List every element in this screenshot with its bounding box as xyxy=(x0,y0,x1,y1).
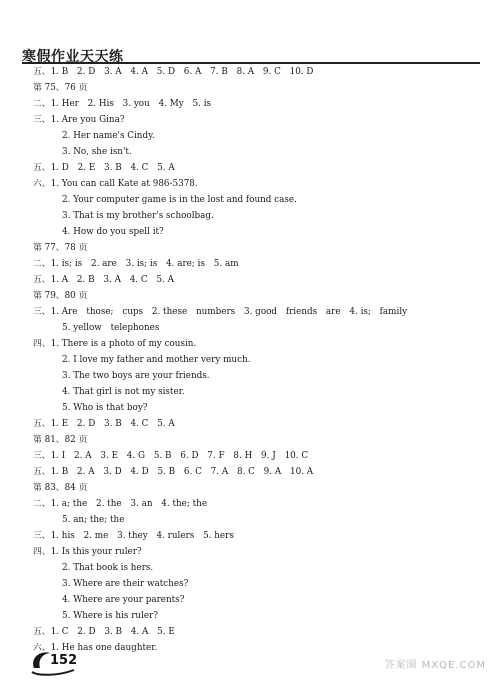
answer-line: 三、1. Are you Gina? xyxy=(33,115,125,125)
answer-line: 五、1. E 2. D 3. B 4. C 5. A xyxy=(33,419,175,429)
answer-line: 2. Your computer game is in the lost and found case. xyxy=(62,195,297,205)
answer-line: 二、1. a; the 2. the 3. an 4. the; the xyxy=(33,499,208,509)
answer-line: 二、1. is; is 2. are 3. is; is 4. are; is 5. am xyxy=(33,259,239,269)
answer-line: 3. Where are their watches? xyxy=(62,579,189,589)
answer-line: 2. I love my father and mother very much. xyxy=(62,355,251,365)
watermark-logo: 答案圈 MXQE.COM xyxy=(384,660,486,671)
answer-line: 4. That girl is not my sister. xyxy=(62,387,185,397)
answer-line: 2. That book is hers. xyxy=(62,563,154,573)
answer-line: 3. The two boys are your friends. xyxy=(62,371,210,381)
header-divider xyxy=(22,62,480,64)
page-number: 152 xyxy=(50,653,78,668)
answer-line: 3. That is my brother's schoolbag. xyxy=(62,211,214,221)
page-range-heading: 第 83、84 页 xyxy=(33,483,88,493)
answer-line: 5. yellow telephones xyxy=(62,323,160,333)
answer-line: 四、1. Is this your ruler? xyxy=(33,547,142,557)
answer-line: 三、1. I 2. A 3. E 4. G 5. B 6. D 7. F 8. H 9. J 10. C xyxy=(33,451,309,461)
answer-line: 4. How do you spell it? xyxy=(62,227,164,237)
answer-line: 5. Who is that boy? xyxy=(62,403,148,413)
page-range-heading: 第 79、80 页 xyxy=(33,291,88,301)
answer-line: 2. Her name's Cindy. xyxy=(62,131,155,141)
answer-line: 六、1. You can call Kate at 986-5378. xyxy=(33,179,198,189)
answer-line: 五、1. B 2. D 3. A 4. A 5. D 6. A 7. B 8. A 9. C 10. D xyxy=(33,67,314,77)
answer-line: 三、1. his 2. me 3. they 4. rulers 5. hers xyxy=(33,531,234,541)
answer-line: 4. Where are your parents? xyxy=(62,595,185,605)
answer-line: 四、1. There is a photo of my cousin. xyxy=(33,339,197,349)
page-header-title: 寒假作业天天练 xyxy=(22,49,124,65)
answer-line: 五、1. A 2. B 3. A 4. C 5. A xyxy=(33,275,174,285)
page-range-heading: 第 81、82 页 xyxy=(33,435,88,445)
answer-line: 二、1. Her 2. His 3. you 4. My 5. is xyxy=(33,99,212,109)
page-range-heading: 第 77、78 页 xyxy=(33,243,88,253)
answer-line: 3. No, she isn't. xyxy=(62,147,132,157)
answer-line: 六、1. He has one daughter. xyxy=(33,643,158,653)
answer-line: 5. an; the; the xyxy=(62,515,125,525)
answer-line: 三、1. Are those; cups 2. these numbers 3. good friends are 4. is; family xyxy=(33,307,408,317)
answer-line: 五、1. D 2. E 3. B 4. C 5. A xyxy=(33,163,175,173)
answer-line: 五、1. B 2. A 3. D 4. D 5. B 6. C 7. A 8. C 9. A 10. A xyxy=(33,467,314,477)
page-range-heading: 第 75、76 页 xyxy=(33,83,88,93)
answer-line: 五、1. C 2. D 3. B 4. A 5. E xyxy=(33,627,175,637)
answer-line: 5. Where is his ruler? xyxy=(62,611,159,621)
